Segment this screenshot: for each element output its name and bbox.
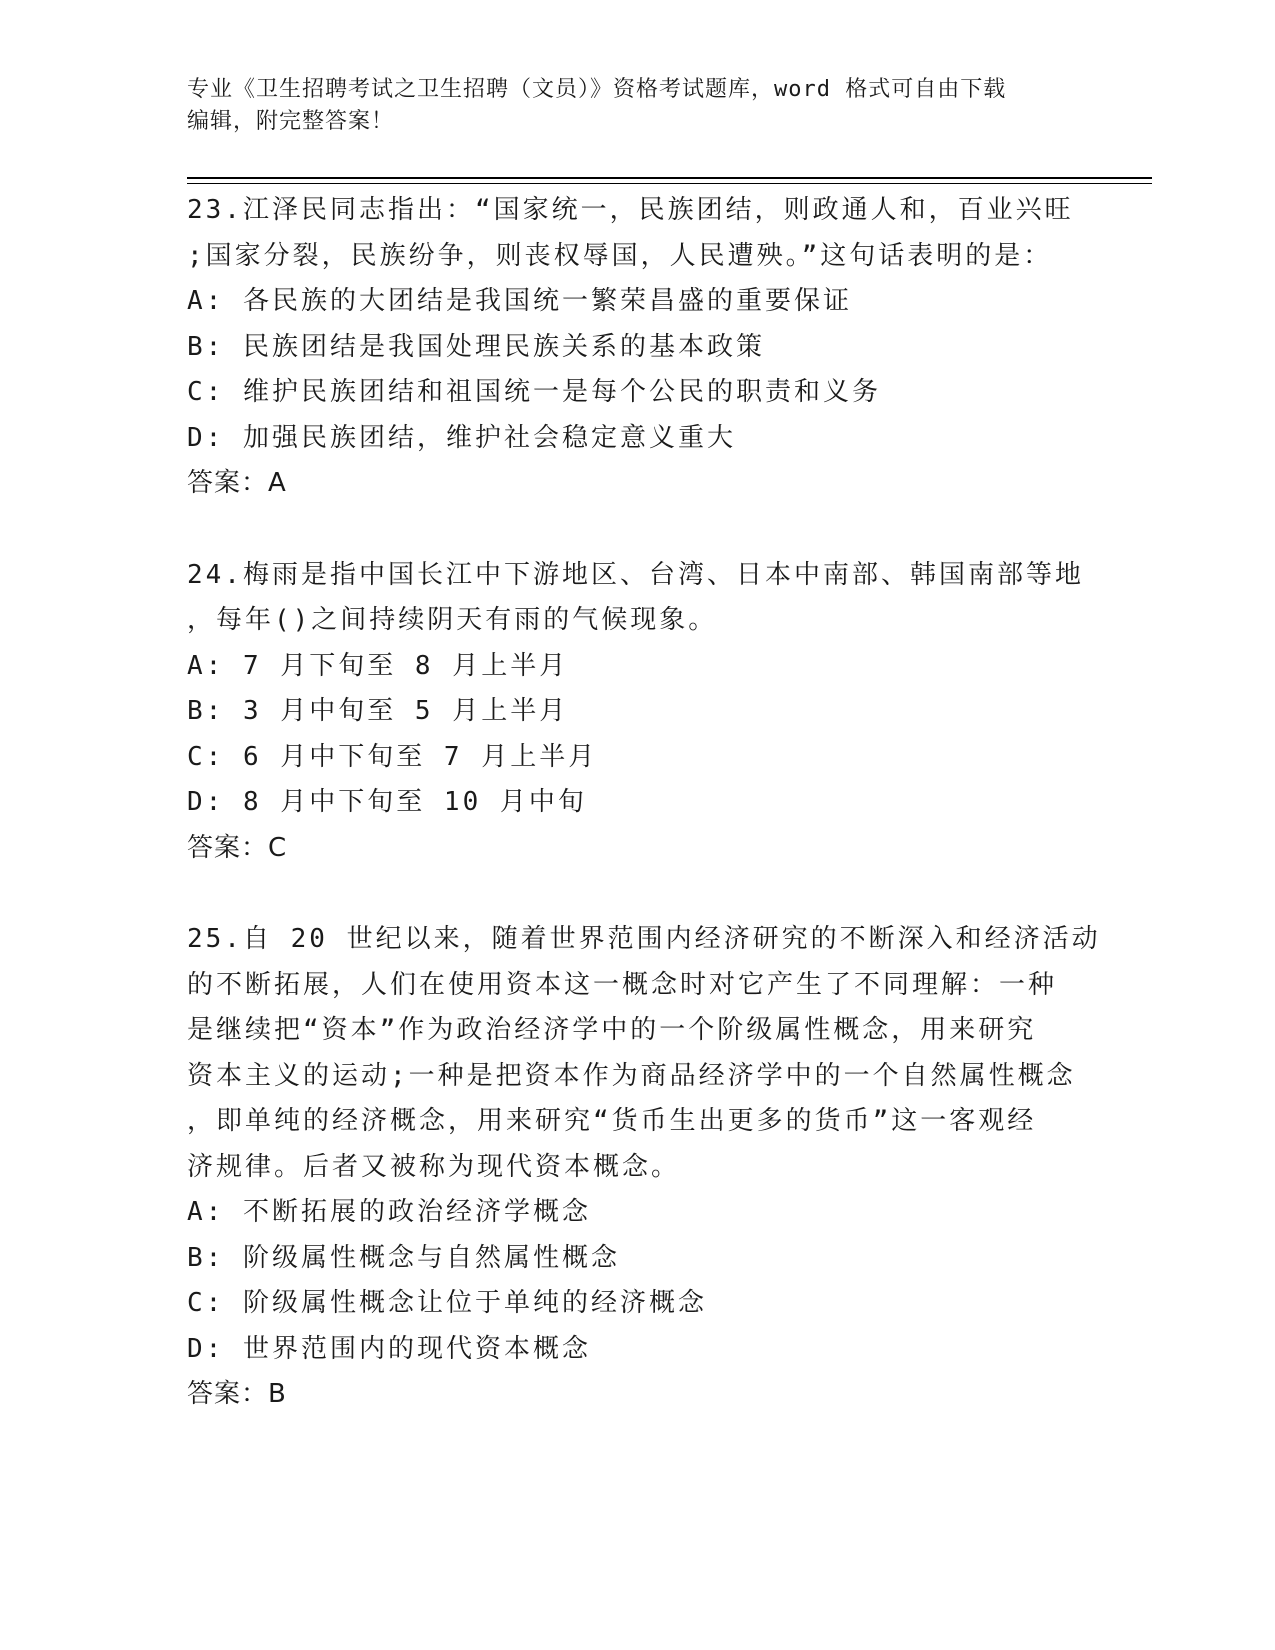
question-stem-line: 24.梅雨是指中国长江中下游地区、台湾、日本中南部、韩国南部等地	[187, 559, 1084, 590]
option-b: B: 民族团结是我国处理民族关系的基本政策	[187, 331, 765, 362]
question-stem-line: 资本主义的运动;一种是把资本作为商品经济学中的一个自然属性概念	[187, 1060, 1076, 1091]
question-stem-line: 济规律。后者又被称为现代资本概念。	[187, 1151, 681, 1182]
question-stem-line: 23.江泽民同志指出：“国家统一，民族团结，则政通人和，百业兴旺	[187, 195, 1074, 225]
question-spacer	[187, 507, 1087, 553]
question-spacer	[187, 871, 1087, 917]
question-stem-line: ;国家分裂，民族纷争，则丧权辱国，人民遭殃。”这句话表明的是：	[187, 240, 1053, 271]
document-header	[187, 74, 1067, 138]
option-b: B: 阶级属性概念与自然属性概念	[187, 1242, 620, 1273]
option-c: C: 阶级属性概念让位于单纯的经济概念	[187, 1288, 707, 1318]
header-divider-thin	[187, 183, 1152, 184]
question-list	[187, 188, 1101, 1418]
question-24	[187, 553, 1087, 872]
option-a: A: 7 月下旬至 8 月上半月	[187, 650, 569, 681]
option-c: C: 维护民族团结和祖国统一是每个公民的职责和义务	[187, 377, 881, 407]
question-stem-line: 是继续把“资本”作为政治经济学中的一个阶级属性概念，用来研究	[187, 1015, 1037, 1045]
question-23	[187, 188, 1087, 507]
header-line-2: 编辑，附完整答案！	[187, 109, 395, 134]
question-stem-line: ，每年()之间持续阴天有雨的气候现象。	[187, 605, 718, 635]
question-stem-line: 的不断拓展，人们在使用资本这一概念时对它产生了不同理解：一种	[187, 969, 1058, 1000]
option-d: D: 世界范围内的现代资本概念	[187, 1333, 591, 1364]
answer-line: 答案：C	[187, 832, 288, 863]
question-stem-line: 25.自 20 世纪以来，随着世界范围内经济研究的不断深入和经济活动	[187, 924, 1101, 954]
header-line-1: 专业《卫生招聘考试之卫生招聘（文员）》资格考试题库，word 格式可自由下载	[187, 77, 1007, 102]
question-25	[187, 917, 1101, 1418]
option-d: D: 加强民族团结，维护社会稳定意义重大	[187, 422, 736, 453]
option-b: B: 3 月中旬至 5 月上半月	[187, 696, 569, 726]
header-divider-thick	[187, 177, 1152, 179]
answer-line: 答案：A	[187, 468, 287, 498]
option-a: A: 不断拓展的政治经济学概念	[187, 1197, 591, 1227]
option-a: A: 各民族的大团结是我国统一繁荣昌盛的重要保证	[187, 286, 852, 316]
answer-line: 答案：B	[187, 1379, 287, 1409]
option-c: C: 6 月中下旬至 7 月上半月	[187, 741, 598, 772]
option-d: D: 8 月中下旬至 10 月中旬	[187, 787, 587, 817]
question-stem-line: ，即单纯的经济概念，用来研究“货币生出更多的货币”这一客观经	[187, 1106, 1037, 1136]
